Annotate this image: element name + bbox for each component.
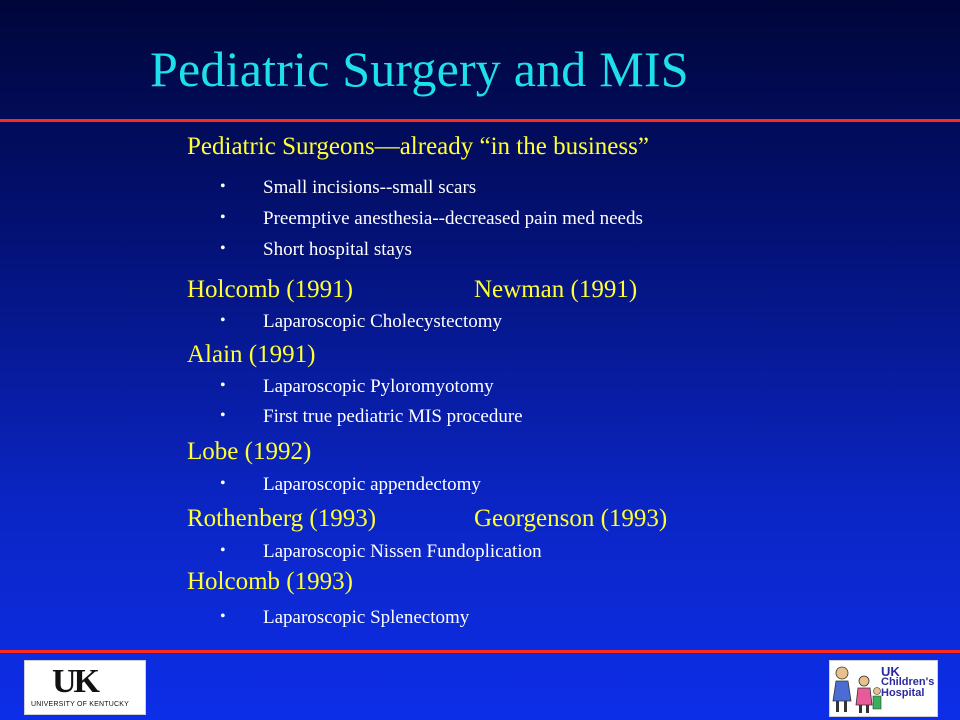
- bullet-dot-icon: •: [220, 542, 226, 559]
- heading-text: Lobe (1992): [187, 438, 312, 465]
- childrens-hospital-text-3: Hospital: [881, 687, 925, 699]
- bullet-dot-icon: •: [220, 209, 226, 226]
- heading-text: Rothenberg (1993): [187, 505, 377, 532]
- bullet-item: [220, 474, 481, 496]
- heading: [187, 438, 311, 466]
- bullet-item: [220, 311, 503, 333]
- heading: [187, 505, 668, 533]
- bullet-text: Preemptive anesthesia--decreased pain med needs: [263, 208, 643, 229]
- heading-text: Alain (1991): [187, 341, 316, 368]
- heading: [187, 568, 353, 596]
- childrens-hospital-text-2: Children's: [881, 676, 935, 688]
- heading: [187, 133, 649, 161]
- bullet-text: Laparoscopic Cholecystectomy: [263, 311, 503, 332]
- bullet-item: [220, 406, 523, 428]
- heading: [187, 341, 315, 369]
- uk-logo-mark: UK: [52, 663, 97, 700]
- bullet-item: [220, 541, 542, 563]
- childrens-hospital-wordmark: [881, 666, 937, 699]
- childrens-hospital-text-1: UK: [881, 664, 900, 679]
- heading-text: Holcomb (1991): [187, 276, 353, 303]
- bullet-text: First true pediatric MIS procedure: [263, 406, 523, 427]
- bullet-item: [220, 376, 494, 398]
- bullet-text: Short hospital stays: [263, 239, 412, 260]
- top-divider: [0, 119, 960, 122]
- university-of-kentucky-logo: [24, 660, 146, 715]
- bullet-item: [220, 208, 643, 230]
- bullet-item: [220, 239, 412, 261]
- children-figures-icon: [830, 661, 882, 716]
- bullet-text: Small incisions--small scars: [263, 177, 477, 198]
- heading-text: Pediatric Surgeons—already “in the business”: [187, 133, 649, 160]
- bullet-item: [220, 607, 470, 629]
- bullet-dot-icon: •: [220, 475, 226, 492]
- heading-text-second: Newman (1991): [474, 276, 638, 303]
- bullet-text: Laparoscopic Nissen Fundoplication: [263, 541, 542, 562]
- uk-logo-text: UNIVERSITY OF KENTUCKY: [31, 701, 130, 708]
- bullet-dot-icon: •: [220, 608, 226, 625]
- bullet-text: Laparoscopic appendectomy: [263, 474, 481, 495]
- slide-title: Pediatric Surgery and MIS: [150, 41, 689, 97]
- bullet-dot-icon: •: [220, 312, 226, 329]
- bullet-dot-icon: •: [220, 178, 226, 195]
- bottom-divider: [0, 650, 960, 653]
- heading: [187, 276, 638, 304]
- heading-text-second: Georgenson (1993): [474, 505, 668, 532]
- bullet-dot-icon: •: [220, 407, 226, 424]
- bullet-dot-icon: •: [220, 377, 226, 394]
- bullet-text: Laparoscopic Pyloromyotomy: [263, 376, 494, 397]
- bullet-dot-icon: •: [220, 240, 226, 257]
- heading-text: Holcomb (1993): [187, 568, 353, 595]
- bullet-text: Laparoscopic Splenectomy: [263, 607, 470, 628]
- uk-childrens-hospital-logo: [829, 660, 938, 717]
- bullet-item: [220, 177, 477, 199]
